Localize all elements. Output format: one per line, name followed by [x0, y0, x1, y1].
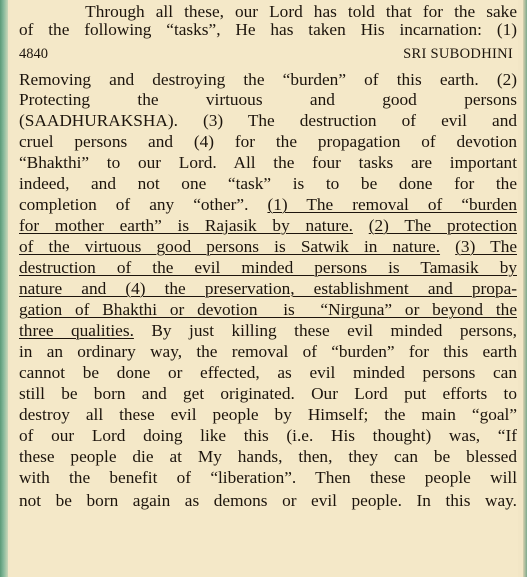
- underlined-phrase: destruction of the evil minded persons is Tamasik by: [19, 258, 517, 277]
- underlined-phrase: of the virtuous good persons is Satwik in nature.: [19, 237, 441, 256]
- underlined-phrase: (3) The: [455, 237, 517, 256]
- text-line: [19, 258, 517, 278]
- text-segment: not be born again as demons or evil people. In this way.: [19, 491, 517, 510]
- text-line: [19, 363, 517, 383]
- text-segment: (SAADHURAKSHA). (3) The destruction of evil and: [19, 111, 517, 130]
- text-line: [19, 468, 517, 488]
- text-line: [19, 216, 517, 236]
- text-segment: “Bhakthi” to our Lord. All the four tasks are important: [19, 153, 517, 172]
- page-number: 4840: [19, 46, 48, 62]
- text-line: [19, 237, 517, 257]
- underlined-phrase: (2) The protection: [368, 216, 517, 235]
- text-line: [19, 195, 517, 215]
- text-segment: completion of any “other”.: [19, 195, 268, 214]
- underlined-phrase: three qualities.: [19, 321, 134, 340]
- text-line: [19, 132, 517, 152]
- text-segment: [440, 237, 455, 256]
- text-line: [19, 174, 517, 194]
- text-line: [19, 2, 517, 22]
- text-segment: still be born and get originated. Our Lord put efforts to: [19, 384, 517, 403]
- page-right-edge: [523, 0, 527, 577]
- text-line: [19, 491, 517, 511]
- text-line: [19, 426, 517, 446]
- text-line: [19, 384, 517, 404]
- underlined-phrase: for mother earth” is Rajasik by nature.: [19, 216, 353, 235]
- underlined-phrase: nature and (4) the preservation, establishment and propa-: [19, 279, 517, 298]
- text-line: [19, 111, 517, 131]
- text-segment: Removing and destroying the “burden” of this earth. (2): [19, 70, 517, 89]
- underlined-phrase: (1) The removal of “burden: [267, 195, 517, 214]
- text-line: [19, 405, 517, 425]
- text-segment: Through all these, our Lord has told that for the sake: [19, 2, 517, 21]
- text-segment: of our Lord doing like this (i.e. His thought) was, “If: [19, 426, 517, 445]
- text-segment: [353, 216, 369, 235]
- running-title: SRI SUBODHINI: [403, 46, 513, 62]
- text-line: [19, 342, 517, 362]
- running-header: [19, 44, 517, 64]
- text-line: [19, 90, 517, 110]
- text-line: [19, 20, 517, 40]
- text-line: [19, 300, 517, 320]
- text-line: [19, 321, 517, 341]
- text-segment: these people die at My hands, then, they can be blessed: [19, 447, 517, 466]
- book-page: [10, 0, 518, 577]
- text-segment: indeed, and not one “task” is to be done for the: [19, 174, 517, 193]
- text-segment: destroy all these evil people by Himself; the main “goal”: [19, 405, 517, 424]
- text-line: [19, 153, 517, 173]
- text-segment: with the benefit of “liberation”. Then these people will: [19, 468, 517, 487]
- text-segment: in an ordinary way, the removal of “burden” for this earth: [19, 342, 517, 361]
- text-line: [19, 447, 517, 467]
- text-line: [19, 70, 517, 90]
- text-segment: By just killing these evil minded persons,: [133, 321, 517, 340]
- text-line: [19, 279, 517, 299]
- text-segment: cruel persons and (4) for the propagation of devotion: [19, 132, 517, 151]
- text-segment: of the following “tasks”, He has taken His incarnation: (1): [19, 20, 517, 39]
- underlined-phrase: gation of Bhakthi or devotion is “Nirguna” or beyond the: [19, 300, 517, 319]
- text-segment: cannot be done or effected, as evil minded persons can: [19, 363, 517, 382]
- book-spine-edge: [0, 0, 8, 577]
- text-segment: Protecting the virtuous and good persons: [19, 90, 517, 109]
